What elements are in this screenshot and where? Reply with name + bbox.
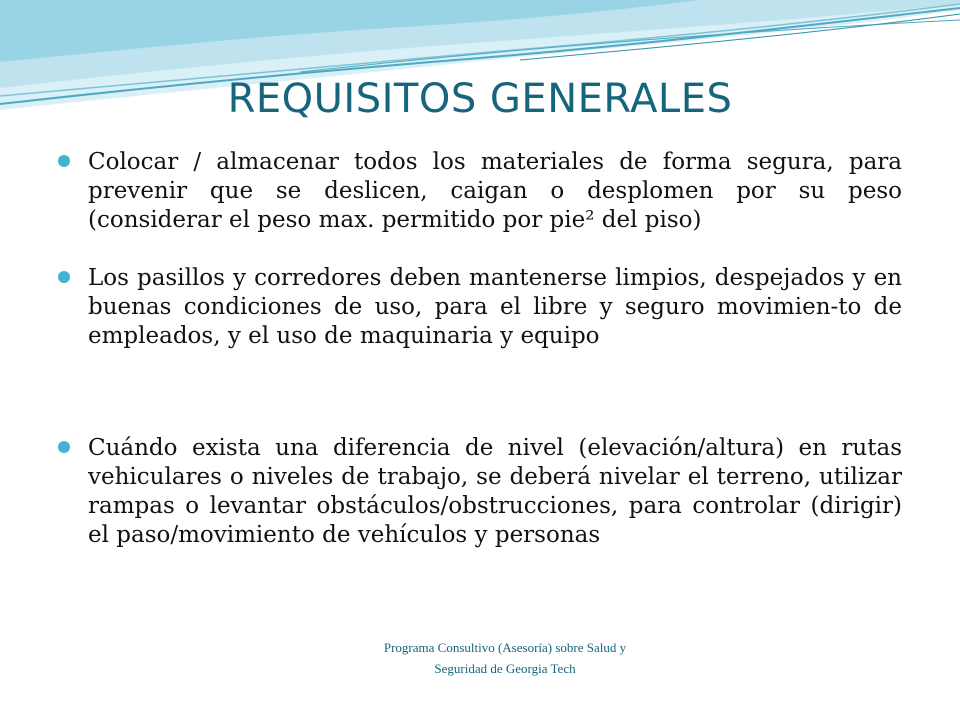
bullet-list: [58, 148, 902, 550]
bullet-text: Colocar / almacenar todos los materiales de forma segura, para prevenir que se deslicen, caigan o desplomen por su peso (considerar el peso max. permitido por pie² del piso): [88, 149, 902, 233]
footer-line-1: Programa Consultivo (Asesoría) sobre Salud y: [383, 640, 627, 655]
bullet-text: Cuándo exista una diferencia de nivel (elevación/altura) en rutas vehiculares o niveles de trabajo, se deberá nivelar el terreno, utilizar rampas o levantar obstáculos/obstrucciones, para controlar (dirigir) el paso/movimiento de vehículos y personas: [88, 435, 902, 548]
bullet-dot-icon: [58, 441, 70, 453]
bullet-item: [58, 148, 902, 264]
bullet-item: [58, 264, 902, 434]
bullet-dot-icon: [58, 271, 70, 283]
slide-title: REQUISITOS GENERALES: [227, 76, 733, 122]
bullet-dot-icon: [58, 155, 70, 167]
bullet-item: [58, 434, 902, 550]
footer-line-2: Seguridad de Georgia Tech: [434, 661, 576, 676]
bullet-text: Los pasillos y corredores deben mantenerse limpios, despejados y en buenas condiciones de uso, para el libre y seguro movimien-to de empleados, y el uso de maquinaria y equipo: [88, 265, 902, 349]
slide-footer: [330, 637, 680, 679]
